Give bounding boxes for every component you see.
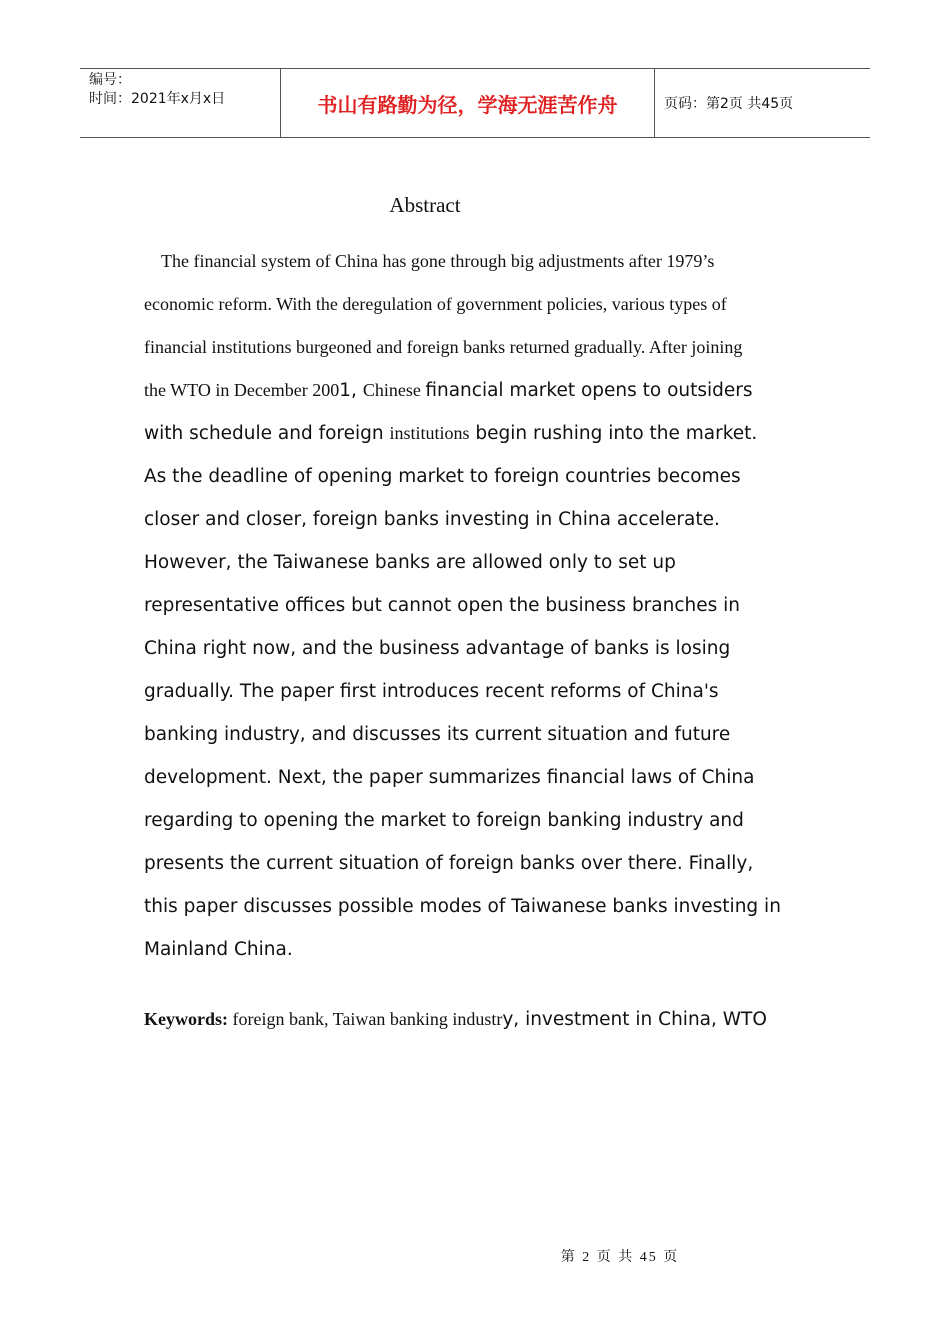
abstract-line: The financial system of China has gone through big adjustments after 1979’s: [161, 251, 715, 271]
abstract-line: economic reform. With the deregulation of government policies, various types of: [144, 294, 727, 314]
abstract-line: [144, 369, 814, 412]
abstract-fragment: financial market opens to outsiders: [425, 380, 753, 401]
abstract-line: [144, 412, 814, 455]
abstract-line: closer and closer, foreign banks investing in China accelerate.: [144, 509, 720, 530]
abstract-title: Abstract: [389, 193, 461, 217]
abstract-fragment: begin rushing into the market.: [469, 423, 758, 444]
header-page-info: 页码：第2页 共45页: [664, 96, 794, 112]
abstract-body: [144, 240, 814, 971]
abstract-line: development. Next, the paper summarizes financial laws of China: [144, 767, 755, 788]
header-meta: [80, 69, 281, 137]
abstract-line: China right now, and the business advantage of banks is losing: [144, 638, 731, 659]
page-header: [80, 68, 870, 138]
abstract-line: presents the current situation of foreign banks over there. Finally,: [144, 853, 754, 874]
page-footer: 第 2 页 共 45 页: [560, 1250, 680, 1265]
keywords-list-tail: y, investment in China, WTO: [502, 1009, 767, 1030]
abstract-fragment: with schedule and foreign: [144, 423, 390, 444]
abstract-fragment: institutions: [389, 423, 470, 443]
abstract-line: As the deadline of opening market to foreign countries becomes: [144, 466, 741, 487]
abstract-fragment: the WTO in December 200: [144, 380, 340, 400]
abstract-line: representative offices but cannot open the business branches in: [144, 595, 741, 616]
keywords: [144, 998, 834, 1041]
abstract-line: banking industry, and discusses its current situation and future: [144, 724, 731, 745]
keywords-label: Keywords:: [144, 1009, 228, 1029]
keywords-list: foreign bank, Taiwan banking industr: [228, 1009, 503, 1029]
abstract-fragment: Chinese: [362, 380, 426, 400]
number-label: 编号：: [89, 72, 131, 88]
abstract-line: However, the Taiwanese banks are allowed only to set up: [144, 552, 676, 573]
abstract-line: this paper discusses possible modes of Taiwanese banks investing in: [144, 896, 781, 917]
abstract-line: financial institutions burgeoned and foreign banks returned gradually. After joining: [144, 337, 743, 357]
header-motto: 书山有路勤为径，学海无涯苦作舟: [281, 69, 655, 137]
abstract-line: Mainland China.: [144, 939, 293, 960]
abstract-line: gradually. The paper first introduces recent reforms of China's: [144, 681, 719, 702]
abstract-fragment: 1,: [339, 380, 363, 401]
time-label: 时间：2021年x月x日: [89, 91, 226, 107]
abstract-line: regarding to opening the market to foreign banking industry and: [144, 810, 744, 831]
